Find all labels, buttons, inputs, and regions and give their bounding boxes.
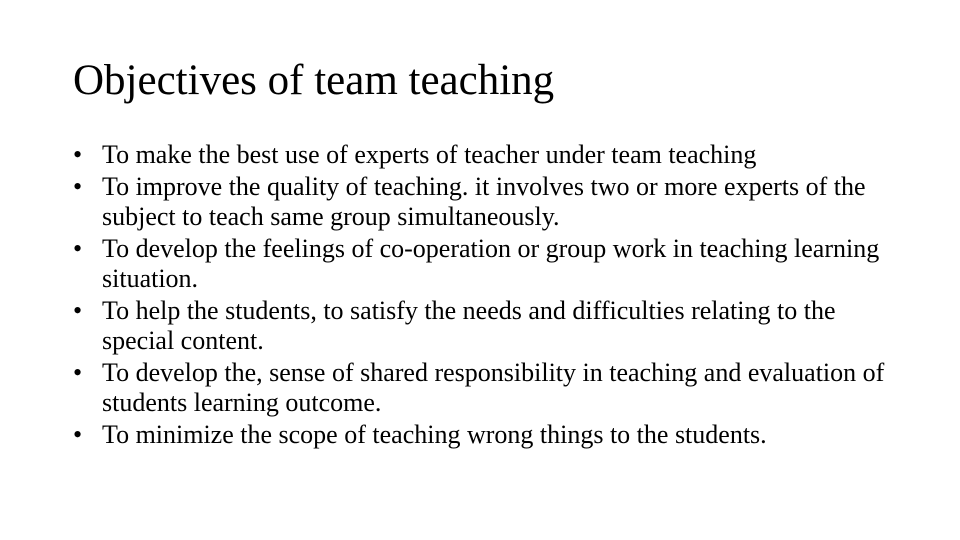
bullet-item — [73, 358, 893, 418]
bullet-text: To make the best use of experts of teacher under team teaching — [102, 140, 757, 169]
bullet-item — [73, 234, 893, 294]
bullet-icon: • — [73, 171, 83, 201]
bullet-text: To develop the feelings of co-operation or group work in teaching learning situation. — [102, 233, 880, 293]
bullet-item — [73, 420, 893, 450]
bullet-text: To improve the quality of teaching. it involves two or more experts of the subject to teach same group simultaneously. — [102, 171, 866, 231]
bullet-icon: • — [73, 419, 83, 449]
bullet-item — [73, 296, 893, 356]
bullet-icon: • — [73, 295, 83, 325]
slide-title: Objectives of team teaching — [73, 57, 555, 104]
bullet-text: To help the students, to satisfy the needs and difficulties relating to the special content. — [102, 295, 836, 355]
bullet-item — [73, 172, 893, 232]
bullet-text: To minimize the scope of teaching wrong things to the students. — [102, 419, 767, 449]
bullet-item — [73, 140, 893, 170]
bullet-icon: • — [73, 233, 83, 263]
bullet-icon: • — [73, 140, 83, 169]
bullet-list — [73, 140, 893, 452]
bullet-text: To develop the, sense of shared responsibility in teaching and evaluation of students learning outcome. — [102, 357, 885, 417]
bullet-icon: • — [73, 357, 83, 387]
